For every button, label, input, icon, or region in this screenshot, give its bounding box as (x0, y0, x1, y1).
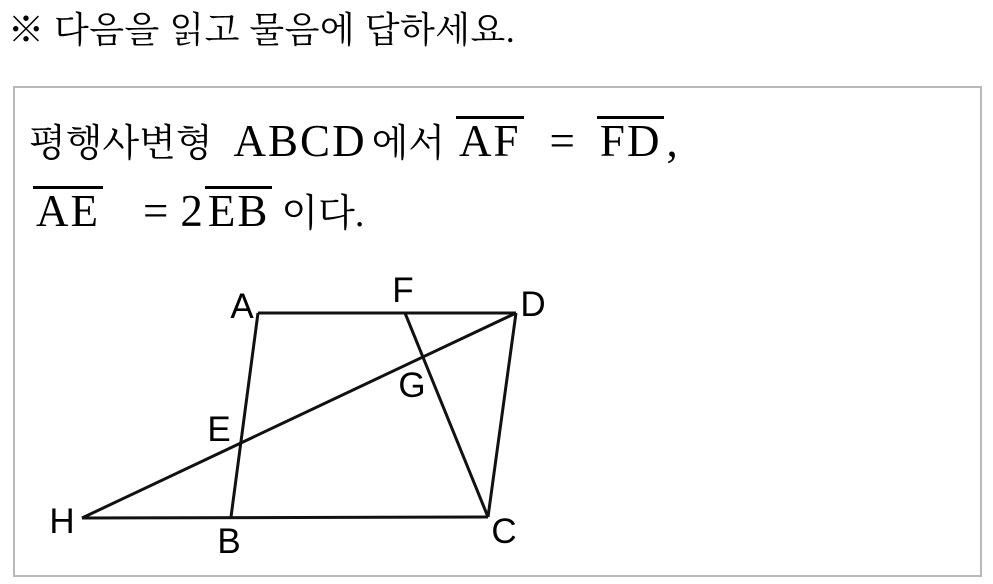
text-parallelogram: 평행사변형 (29, 123, 213, 165)
vertex-label-c: C (491, 512, 517, 551)
coefficient-2: 2 (180, 186, 205, 236)
math-segment-af: AF (456, 116, 524, 164)
instruction-text: ※ 다음을 읽고 물음에 답하세요. (8, 10, 516, 50)
vertex-label-b: B (217, 522, 241, 561)
vertex-label-e: E (207, 410, 231, 449)
line-h-b-c (82, 517, 488, 518)
math-shape-abcd: ABCD (233, 116, 367, 166)
vertex-label-f: F (392, 271, 414, 310)
segment-fc (405, 313, 488, 517)
math-segment-ae: AE (33, 186, 103, 234)
text-locative: 에서 (371, 123, 445, 165)
edge-ab (231, 313, 258, 517)
text-ida: 이다. (281, 193, 365, 235)
vertex-label-a: A (230, 287, 254, 326)
line-h-e-g-d (82, 313, 516, 518)
edge-dc (488, 313, 516, 517)
math-segment-fd: FD (597, 116, 665, 164)
math-segment-eb: EB (205, 186, 273, 234)
vertex-label-g: G (398, 366, 426, 405)
equals-sign-2: = (143, 186, 171, 236)
vertex-label-h: H (49, 502, 75, 541)
comma: , (666, 116, 680, 166)
vertex-label-d: D (520, 285, 546, 324)
equals-sign-1: = (549, 116, 577, 166)
